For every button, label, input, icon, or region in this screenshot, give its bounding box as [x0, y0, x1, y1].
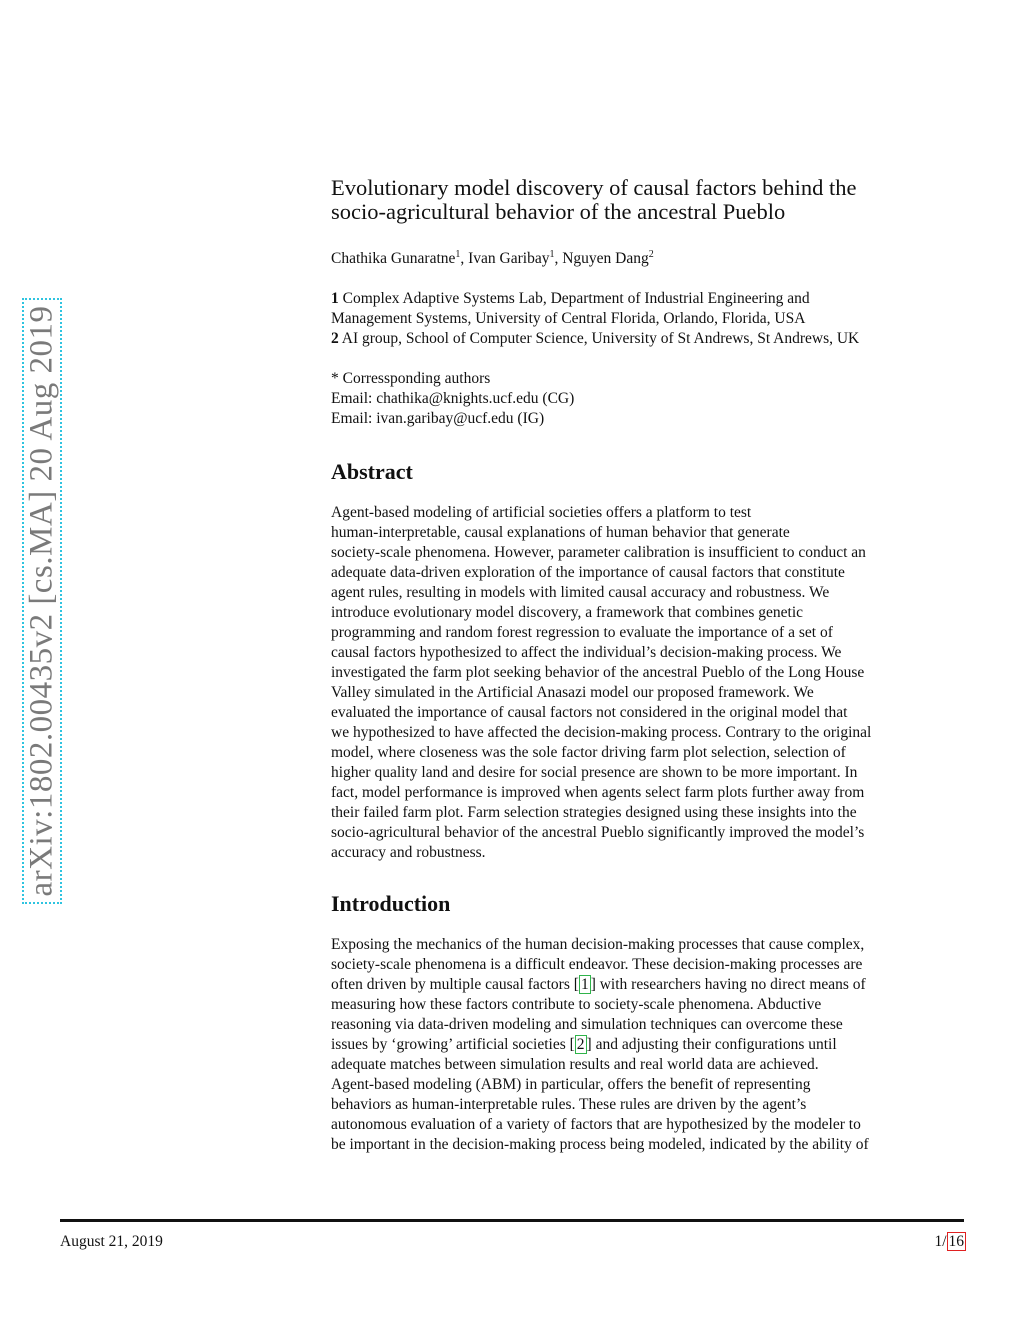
- text-line: adequate matches between simulation results and real world data are achieved.: [331, 1056, 819, 1073]
- introduction-body: [331, 935, 971, 1155]
- text-line: Valley simulated in the Artificial Anasazi model our proposed framework. We: [331, 684, 814, 701]
- affiliation-text: Complex Adaptive Systems Lab, Department of Industrial Engineering and: [342, 290, 810, 307]
- text-line: their failed farm plot. Farm selection strategies designed using these insights into the: [331, 804, 857, 821]
- page-total-link[interactable]: 16: [948, 1233, 964, 1250]
- text-line: society-scale phenomena is a difficult endeavor. These decision-making processes are: [331, 956, 863, 973]
- text-line: society-scale phenomena. However, parameter calibration is insufficient to conduct an: [331, 544, 866, 561]
- text-line: model, where closeness was the sole factor driving farm plot selection, selection of: [331, 744, 846, 761]
- author-name: Nguyen Dang: [562, 250, 649, 267]
- arxiv-stamp: [22, 298, 62, 904]
- paper-content: [331, 176, 971, 1155]
- text-fragment: and adjusting their configurations until: [591, 1036, 837, 1053]
- text-line: Exposing the mechanics of the human decision-making processes that cause complex,: [331, 936, 865, 953]
- email-line: Email: chathika@knights.ucf.edu (CG): [331, 390, 575, 407]
- text-line: Agent-based modeling (ABM) in particular, offers the benefit of representing: [331, 1076, 811, 1093]
- author-affil-mark: 1: [549, 248, 555, 260]
- text-line: agent rules, resulting in models with limited causal accuracy and robustness. We: [331, 584, 830, 601]
- text-line: introduce evolutionary model discovery, a framework that combines genetic: [331, 604, 804, 621]
- citation-link[interactable]: 1: [580, 976, 589, 993]
- author-list: Chathika Gunaratne$^1$, Ivan Garibay$^1$, Nguyen Dang$^2$: [331, 248, 654, 267]
- text-line: autonomous evaluation of a variety of factors that are hypothesized by the modeler to: [331, 1116, 861, 1133]
- abstract-heading: Abstract: [331, 459, 413, 484]
- author-affil-mark: 2: [648, 248, 654, 260]
- affiliation-number: 1: [331, 290, 339, 307]
- footer-rule: [60, 1219, 964, 1222]
- author-affil-mark: 1: [455, 248, 461, 260]
- text-line: socio-agricultural behavior of the ancestral Pueblo significantly improved the model’s: [331, 824, 865, 841]
- citation-link[interactable]: 2: [576, 1036, 585, 1053]
- author-name: Ivan Garibay: [468, 250, 550, 267]
- text-fragment: issues by ‘growing’ artificial societies: [331, 1036, 570, 1053]
- text-fragment: with researchers having no direct means of: [595, 976, 866, 993]
- arxiv-id: arXiv:1802.00435v2 [cs.MA] 20 Aug 2019: [23, 305, 60, 897]
- text-line: programming and random forest regression to evaluate the importance of a set of: [331, 624, 833, 641]
- text-line: higher quality land and desire for social presence are shown to be more important. In: [331, 764, 858, 781]
- title-line: socio-agricultural behavior of the ancestral Pueblo: [331, 199, 786, 224]
- corresponding-authors: [331, 369, 971, 429]
- affiliations: [331, 289, 971, 349]
- text-fragment: often driven by multiple causal factors: [331, 976, 574, 993]
- text-line: often driven by multiple causal factors [ 1 ] with researchers having no direct means of: [331, 976, 866, 993]
- author-name: Chathika Gunaratne: [331, 250, 456, 267]
- text-line: fact, model performance is improved when agents select farm plots further away from: [331, 784, 865, 801]
- text-line: investigated the farm plot seeking behavior of the ancestral Pueblo of the Long House: [331, 664, 865, 681]
- text-line: human-interpretable, causal explanations of human behavior that generate: [331, 524, 790, 541]
- page-current: 1/: [934, 1233, 947, 1250]
- affiliation-text: AI group, School of Computer Science, University of St Andrews, St Andrews, UK: [341, 330, 860, 347]
- text-line: Agent-based modeling of artificial societies offers a platform to test: [331, 504, 752, 521]
- text-line: accuracy and robustness.: [331, 844, 486, 861]
- footer-date: August 21, 2019: [60, 1233, 163, 1250]
- text-line: we hypothesized to have affected the decision-making process. Contrary to the original: [331, 724, 872, 741]
- text-line: be important in the decision-making process being modeled, indicated by the ability of: [331, 1136, 869, 1153]
- title-line: Evolutionary model discovery of causal factors behind the: [331, 175, 857, 200]
- abstract-body: [331, 503, 971, 863]
- affiliation-text: Management Systems, University of Central Florida, Orlando, Florida, USA: [331, 310, 806, 327]
- text-line: causal factors hypothesized to affect the individual’s decision-making process. We: [331, 644, 842, 661]
- text-line: adequate data-driven exploration of the importance of causal factors that constitute: [331, 564, 845, 581]
- email-line: Email: ivan.garibay@ucf.edu (IG): [331, 410, 545, 427]
- affiliation-number: 2: [331, 330, 339, 347]
- text-line: evaluated the importance of causal factors not considered in the original model that: [331, 704, 848, 721]
- page-number: [934, 1233, 966, 1251]
- introduction-heading: Introduction: [331, 891, 451, 916]
- text-line: reasoning via data-driven modeling and simulation techniques can overcome these: [331, 1016, 843, 1033]
- text-line: measuring how these factors contribute to society-scale phenomena. Abductive: [331, 996, 822, 1013]
- text-line: issues by ‘growing’ artificial societies [ 2 ] and adjusting their configurations until: [331, 1036, 837, 1053]
- text-line: behaviors as human-interpretable rules. These rules are driven by the agent’s: [331, 1096, 807, 1113]
- paper-title: [331, 176, 971, 224]
- corresponding-label: * Corressponding authors: [331, 370, 491, 387]
